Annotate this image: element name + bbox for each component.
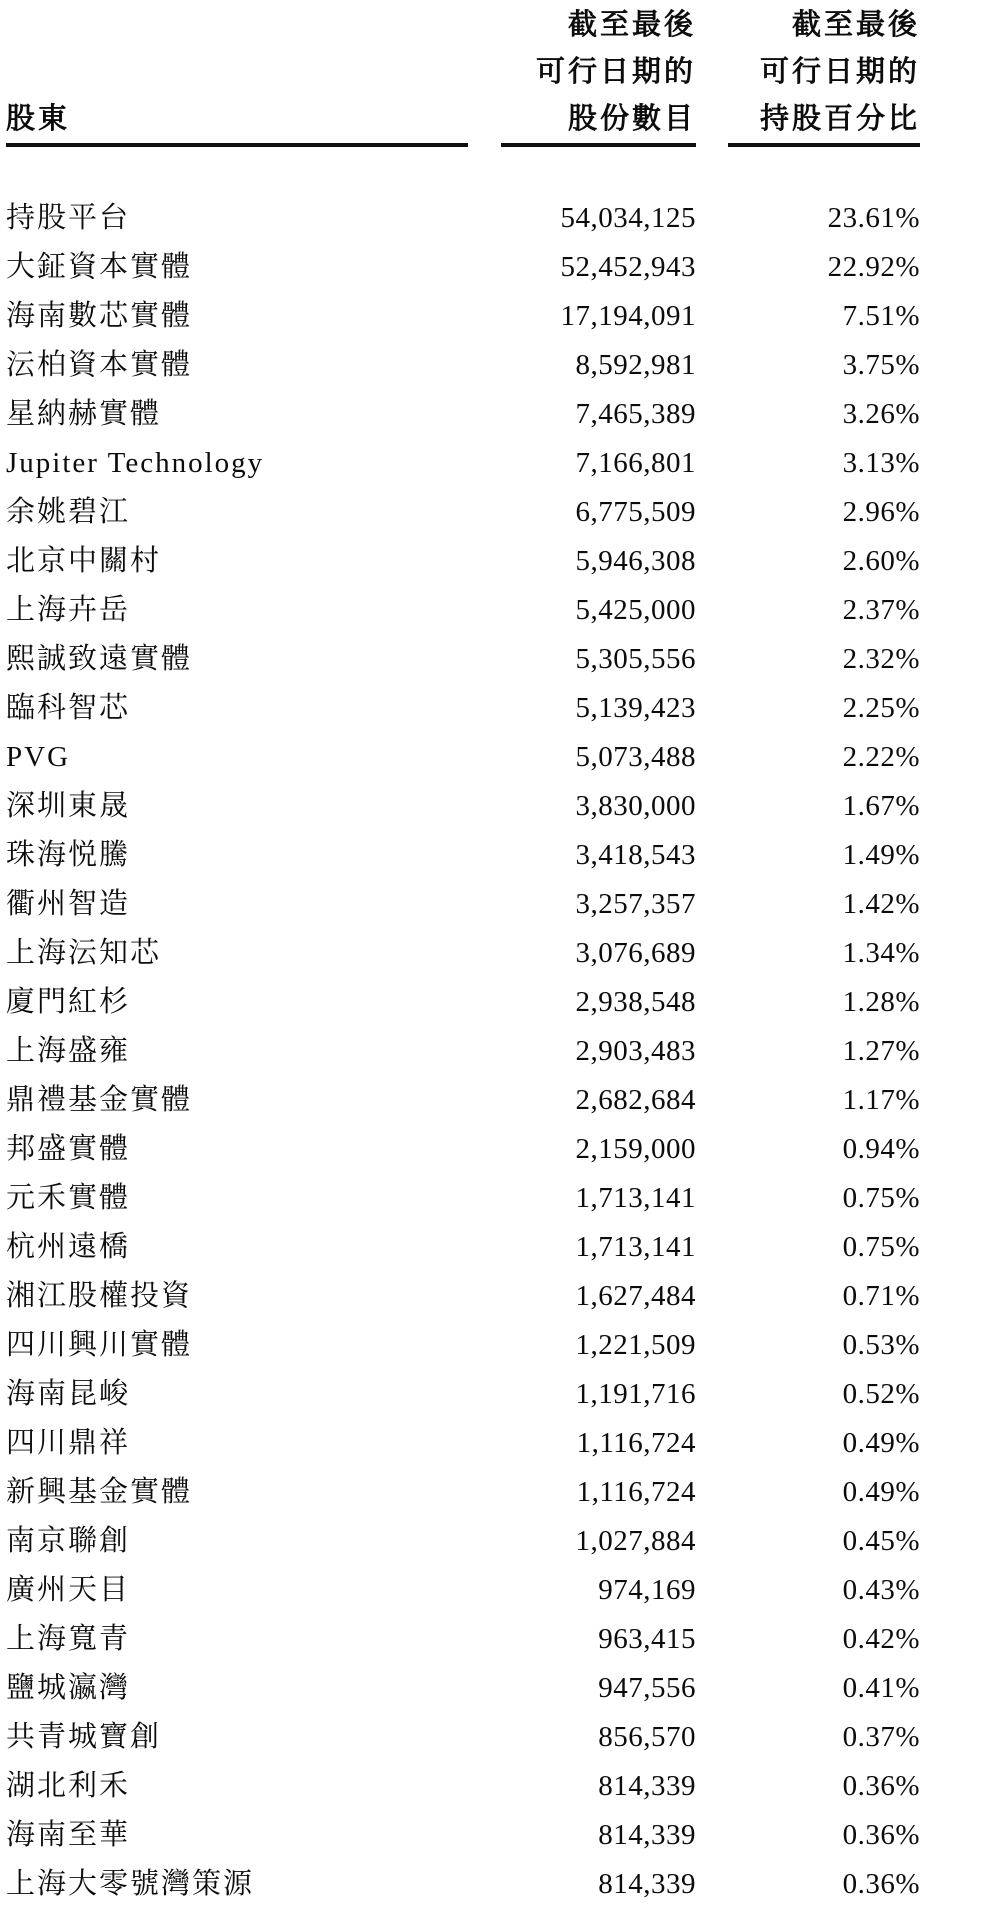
shareholder-name: 衢州智造 bbox=[6, 888, 131, 920]
percent-value: 0.75% bbox=[842, 1182, 920, 1214]
table-row bbox=[6, 1566, 985, 1615]
header-shares-line1: 截至最後 bbox=[567, 9, 696, 41]
shares-value: 3,076,689 bbox=[575, 937, 696, 969]
shares-value: 17,194,091 bbox=[560, 300, 696, 332]
shareholder-name: 北京中關村 bbox=[6, 545, 162, 577]
shares-value: 7,465,389 bbox=[575, 398, 696, 430]
header-percentage-line2: 可行日期的 bbox=[759, 56, 920, 88]
shares-value: 1,116,724 bbox=[576, 1476, 696, 1508]
percent-value: 1.67% bbox=[842, 790, 920, 822]
table-row bbox=[6, 1321, 985, 1370]
shares-value: 856,570 bbox=[598, 1721, 696, 1753]
table-row bbox=[6, 782, 985, 831]
table-row bbox=[6, 1272, 985, 1321]
table-row bbox=[6, 1027, 985, 1076]
percent-value: 0.42% bbox=[842, 1623, 920, 1655]
shares-value: 5,425,000 bbox=[575, 594, 696, 626]
percent-value: 0.43% bbox=[842, 1574, 920, 1606]
percent-value: 1.27% bbox=[842, 1035, 920, 1067]
percent-value: 0.52% bbox=[842, 1378, 920, 1410]
percent-value: 1.49% bbox=[842, 839, 920, 871]
percent-value: 0.49% bbox=[842, 1427, 920, 1459]
percent-value: 3.13% bbox=[842, 447, 920, 479]
table-row bbox=[6, 292, 985, 341]
shareholder-name: 上海寬青 bbox=[6, 1623, 131, 1655]
shareholder-name: 邦盛實體 bbox=[6, 1133, 131, 1165]
percent-value: 2.60% bbox=[842, 545, 920, 577]
shareholder-name: 新興基金實體 bbox=[6, 1476, 193, 1508]
table-row bbox=[6, 1860, 985, 1909]
percent-value: 2.25% bbox=[842, 692, 920, 724]
shares-value: 6,775,509 bbox=[575, 496, 696, 528]
shareholder-name: 海南昆峻 bbox=[6, 1378, 131, 1410]
percent-value: 3.26% bbox=[842, 398, 920, 430]
table-row bbox=[6, 341, 985, 390]
shareholder-name: 杭州遠橋 bbox=[6, 1231, 131, 1263]
header-shareholder bbox=[6, 2, 468, 147]
percent-value: 0.45% bbox=[842, 1525, 920, 1557]
table-header bbox=[6, 2, 985, 147]
shares-value: 1,713,141 bbox=[575, 1231, 696, 1263]
table-row bbox=[6, 1125, 985, 1174]
table-row bbox=[6, 831, 985, 880]
shareholder-name: 共青城寶創 bbox=[6, 1721, 162, 1753]
shares-value: 54,034,125 bbox=[560, 202, 696, 234]
shares-value: 2,903,483 bbox=[575, 1035, 696, 1067]
shareholder-name: 臨科智芯 bbox=[6, 692, 131, 724]
shareholder-name: 上海大零號灣策源 bbox=[6, 1868, 255, 1900]
shareholder-name: 鼎禮基金實體 bbox=[6, 1084, 193, 1116]
shareholder-name: 大鉦資本實體 bbox=[6, 251, 193, 283]
shares-value: 1,221,509 bbox=[575, 1329, 696, 1361]
percent-value: 0.36% bbox=[842, 1770, 920, 1802]
table-row bbox=[6, 1468, 985, 1517]
table-row bbox=[6, 1713, 985, 1762]
table-row bbox=[6, 439, 985, 488]
shares-value: 5,946,308 bbox=[575, 545, 696, 577]
shareholder-name: 上海盛雍 bbox=[6, 1035, 131, 1067]
shareholder-name: 持股平台 bbox=[6, 202, 131, 234]
percent-value: 7.51% bbox=[842, 300, 920, 332]
percent-value: 3.75% bbox=[842, 349, 920, 381]
header-percentage-line1: 截至最後 bbox=[791, 9, 920, 41]
table-row bbox=[6, 733, 985, 782]
shareholder-name: 沄柏資本實體 bbox=[6, 349, 193, 381]
shareholder-name: 深圳東晟 bbox=[6, 790, 131, 822]
shareholder-name: 星納赫實體 bbox=[6, 398, 162, 430]
shares-value: 974,169 bbox=[598, 1574, 696, 1606]
percent-value: 0.94% bbox=[842, 1133, 920, 1165]
shareholder-name: 珠海悦騰 bbox=[6, 839, 131, 871]
table-row bbox=[6, 488, 985, 537]
shares-value: 2,938,548 bbox=[575, 986, 696, 1018]
percent-value: 0.41% bbox=[842, 1672, 920, 1704]
header-shares-line3: 股份數目 bbox=[567, 103, 696, 135]
percent-value: 0.36% bbox=[842, 1868, 920, 1900]
shares-value: 2,682,684 bbox=[575, 1084, 696, 1116]
shares-value: 1,027,884 bbox=[575, 1525, 696, 1557]
percent-value: 0.71% bbox=[842, 1280, 920, 1312]
shares-value: 1,627,484 bbox=[575, 1280, 696, 1312]
percent-value: 2.96% bbox=[842, 496, 920, 528]
shares-value: 3,830,000 bbox=[575, 790, 696, 822]
shareholder-name: PVG bbox=[6, 741, 71, 773]
shareholder-name: 廣州天目 bbox=[6, 1574, 131, 1606]
table-row bbox=[6, 1811, 985, 1860]
shareholder-name: 熙誠致遠實體 bbox=[6, 643, 193, 675]
shares-value: 5,073,488 bbox=[575, 741, 696, 773]
percent-value: 1.17% bbox=[842, 1084, 920, 1116]
shareholder-name: 廈門紅杉 bbox=[6, 986, 131, 1018]
percent-value: 2.22% bbox=[842, 741, 920, 773]
shareholder-name: 湖北利禾 bbox=[6, 1770, 131, 1802]
shares-value: 814,339 bbox=[598, 1819, 696, 1851]
shareholder-name: 上海卉岳 bbox=[6, 594, 131, 626]
table-row bbox=[6, 243, 985, 292]
table-row bbox=[6, 880, 985, 929]
percent-value: 22.92% bbox=[827, 251, 920, 283]
shareholder-name: 余姚碧江 bbox=[6, 496, 131, 528]
percent-value: 0.49% bbox=[842, 1476, 920, 1508]
table-row bbox=[6, 929, 985, 978]
table-row bbox=[6, 1370, 985, 1419]
shares-value: 947,556 bbox=[598, 1672, 696, 1704]
table-row bbox=[6, 1664, 985, 1713]
table-row bbox=[6, 1174, 985, 1223]
table-row bbox=[6, 1517, 985, 1566]
table-row bbox=[6, 390, 985, 439]
shares-value: 814,339 bbox=[598, 1868, 696, 1900]
shares-value: 5,305,556 bbox=[575, 643, 696, 675]
table-row bbox=[6, 635, 985, 684]
shares-value: 52,452,943 bbox=[560, 251, 696, 283]
shares-value: 3,257,357 bbox=[575, 888, 696, 920]
shareholder-name: 海南至華 bbox=[6, 1819, 131, 1851]
table-row bbox=[6, 1223, 985, 1272]
percent-value: 23.61% bbox=[827, 202, 920, 234]
table-row bbox=[6, 1419, 985, 1468]
percent-value: 1.42% bbox=[842, 888, 920, 920]
shares-value: 814,339 bbox=[598, 1770, 696, 1802]
shareholder-name: 南京聯創 bbox=[6, 1525, 131, 1557]
shareholder-name: 元禾實體 bbox=[6, 1182, 131, 1214]
percent-value: 1.34% bbox=[842, 937, 920, 969]
shares-value: 1,713,141 bbox=[575, 1182, 696, 1214]
percent-value: 0.36% bbox=[842, 1819, 920, 1851]
table-row bbox=[6, 978, 985, 1027]
shares-value: 1,191,716 bbox=[575, 1378, 696, 1410]
table-row bbox=[6, 1076, 985, 1125]
shareholder-name: 湘江股權投資 bbox=[6, 1280, 193, 1312]
shareholder-name: 鹽城瀛灣 bbox=[6, 1672, 131, 1704]
shares-value: 963,415 bbox=[598, 1623, 696, 1655]
percent-value: 0.37% bbox=[842, 1721, 920, 1753]
percent-value: 0.53% bbox=[842, 1329, 920, 1361]
shares-value: 1,116,724 bbox=[576, 1427, 696, 1459]
percent-value: 0.75% bbox=[842, 1231, 920, 1263]
table-row bbox=[6, 194, 985, 243]
table-row bbox=[6, 586, 985, 635]
table-body bbox=[6, 194, 985, 1909]
table-row bbox=[6, 1762, 985, 1811]
shares-value: 2,159,000 bbox=[575, 1133, 696, 1165]
shareholder-name: 海南數芯實體 bbox=[6, 300, 193, 332]
shares-value: 7,166,801 bbox=[575, 447, 696, 479]
shareholder-name: 四川興川實體 bbox=[6, 1329, 193, 1361]
shareholder-name: 上海沄知芯 bbox=[6, 937, 162, 969]
table-row bbox=[6, 684, 985, 733]
percent-value: 1.28% bbox=[842, 986, 920, 1018]
shares-value: 3,418,543 bbox=[575, 839, 696, 871]
shareholder-name: 四川鼎祥 bbox=[6, 1427, 131, 1459]
percent-value: 2.32% bbox=[842, 643, 920, 675]
shareholder-name: Jupiter Technology bbox=[6, 447, 265, 479]
header-percentage bbox=[728, 2, 920, 147]
shares-value: 5,139,423 bbox=[575, 692, 696, 724]
percent-value: 2.37% bbox=[842, 594, 920, 626]
header-shares bbox=[501, 2, 696, 147]
header-shares-line2: 可行日期的 bbox=[535, 56, 696, 88]
shares-value: 8,592,981 bbox=[575, 349, 696, 381]
table-row bbox=[6, 1615, 985, 1664]
table-row bbox=[6, 537, 985, 586]
header-percentage-line3: 持股百分比 bbox=[759, 103, 920, 135]
header-shareholder-label: 股東 bbox=[6, 103, 71, 135]
